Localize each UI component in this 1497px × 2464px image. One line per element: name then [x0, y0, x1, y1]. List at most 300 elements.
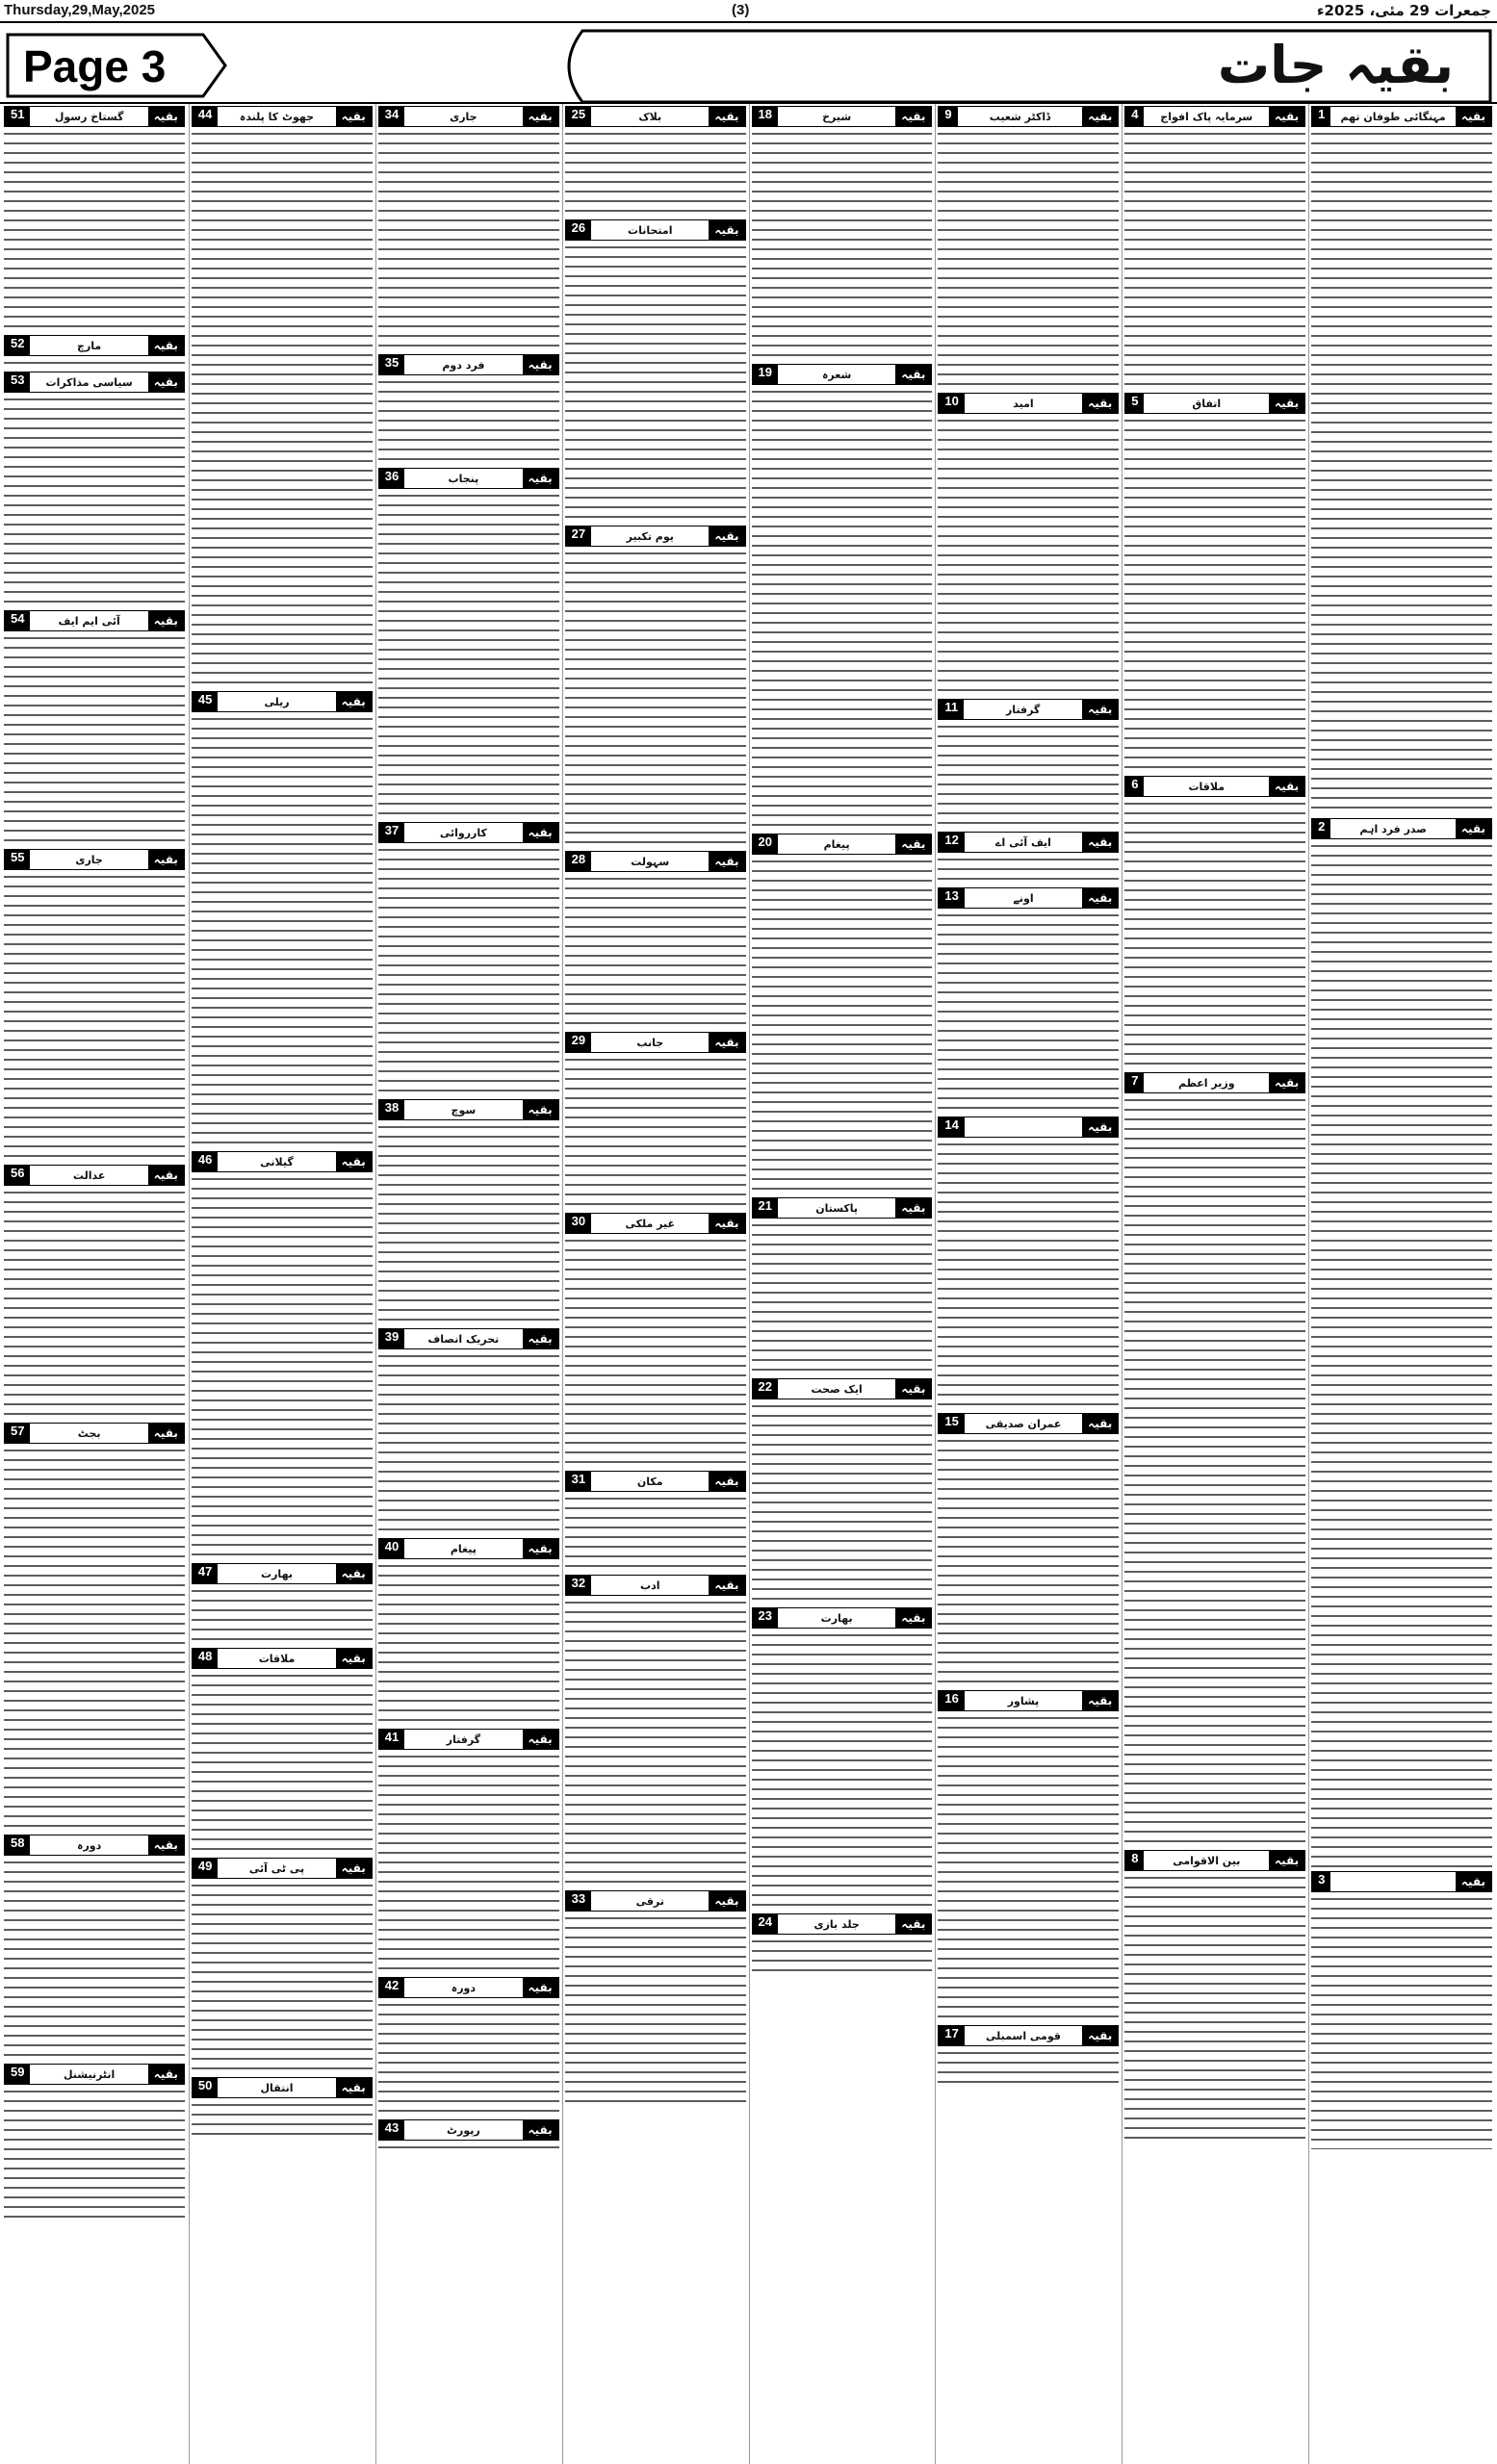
continuation-number: 16 [939, 1691, 964, 1710]
dateline [0, 0, 1497, 21]
continuation-title: بھارت [820, 1611, 853, 1625]
article-text-block [192, 1671, 373, 1854]
continuation-title: گرفتار [446, 1732, 481, 1746]
article-text-block [565, 549, 746, 847]
article-text-block [192, 1881, 373, 2073]
continuation-header [4, 335, 185, 356]
continuation-item [565, 526, 746, 847]
continuation-title: پیغام [823, 837, 850, 851]
continuation-number: 52 [5, 336, 30, 355]
continuation-item [378, 106, 559, 350]
article-text-block [4, 395, 185, 606]
continuation-number: 7 [1125, 1073, 1144, 1092]
continuation-header [938, 699, 1119, 720]
continuation-header [1124, 776, 1305, 797]
continuation-item [938, 1690, 1119, 2021]
continuation-header [378, 1099, 559, 1120]
article-text-block [565, 129, 746, 216]
continuation-title: جھوٹ کا پلندہ [239, 110, 315, 123]
continuation-item [1124, 776, 1305, 1068]
article-text-block [378, 845, 559, 1095]
continuation-number: 34 [379, 107, 404, 126]
continuation-header [1311, 1871, 1492, 1892]
continuation-item [378, 1729, 559, 1973]
continuation-number: 18 [753, 107, 778, 126]
article-text-block [565, 1236, 746, 1467]
continuation-title: قومی اسمبلی [986, 2029, 1061, 2042]
continuation-number: 10 [939, 394, 964, 413]
continuation-title: کارروائی [439, 826, 487, 839]
continuation-title: گستاخ رسول [54, 110, 124, 123]
continuation-header [4, 1423, 185, 1444]
article-text-block [938, 911, 1119, 1113]
continuation-tag: بقیہ [148, 336, 184, 355]
continuation-number: 19 [753, 365, 778, 384]
continuation-number: 13 [939, 888, 964, 908]
article-text-block [938, 855, 1119, 884]
continuation-item [378, 468, 559, 818]
continuation-item [378, 2119, 559, 2152]
continuation-header [752, 364, 933, 385]
continuation-header [4, 1165, 185, 1186]
continuation-number: 8 [1125, 1851, 1144, 1870]
continuation-title: بجٹ [77, 1426, 101, 1440]
continuation-item [565, 1471, 746, 1571]
article-text-block [4, 358, 185, 368]
continuation-tag: بقیہ [336, 1859, 372, 1878]
continuation-header [752, 1913, 933, 1935]
continuation-tag: بقیہ [336, 107, 372, 126]
continuation-number: 31 [566, 1472, 591, 1491]
continuation-tag: بقیہ [1269, 777, 1304, 796]
continuation-tag: بقیہ [336, 1152, 372, 1171]
continuation-item [752, 1197, 933, 1374]
continuation-item [565, 106, 746, 216]
continuation-tag: بقیہ [709, 1033, 744, 1052]
continuation-item [1124, 1072, 1305, 1846]
continuation-number: 15 [939, 1414, 964, 1433]
continuation-item [752, 1913, 933, 1975]
article-text-block [938, 416, 1119, 695]
continuation-title: شعرہ [821, 368, 852, 381]
continuation-number: 5 [1125, 394, 1144, 413]
continuation-item [752, 834, 933, 1194]
continuation-number: 32 [566, 1576, 591, 1595]
continuation-item [938, 887, 1119, 1113]
continuation-number: 4 [1125, 107, 1144, 126]
continuation-title: غیر ملکی [625, 1217, 676, 1230]
continuation-number: 35 [379, 355, 404, 374]
continuation-item [565, 1213, 746, 1467]
continuation-tag: بقیہ [895, 1914, 931, 1934]
urdu-date: جمعرات 29 مئی، 2025ء [1316, 2, 1491, 19]
continuation-tag: بقیہ [1082, 394, 1118, 413]
continuation-tag: بقیہ [1082, 107, 1118, 126]
continuation-number: 46 [193, 1152, 218, 1171]
continuation-number: 22 [753, 1379, 778, 1399]
continuation-header [938, 887, 1119, 909]
continuation-item [565, 219, 746, 522]
article-text-block [378, 1752, 559, 1973]
continuation-number: 54 [5, 611, 30, 630]
continuation-item [378, 354, 559, 464]
continuation-item [4, 849, 185, 1161]
continuation-title: پشاور [1007, 1694, 1040, 1707]
continuation-tag: بقیہ [523, 823, 558, 842]
continuation-number: 25 [566, 107, 591, 126]
continuation-item [192, 2077, 373, 2139]
continuation-number: 23 [753, 1608, 778, 1628]
article-text-block [378, 2143, 559, 2152]
continuation-number: 51 [5, 107, 30, 126]
article-text-block [378, 129, 559, 350]
continuation-header [752, 834, 933, 855]
continuation-header [752, 1607, 933, 1629]
continuation-tag: بقیہ [523, 1978, 558, 1997]
continuation-title: انتقال [260, 2081, 294, 2094]
continuation-number: 29 [566, 1033, 591, 1052]
continuation-number: 58 [5, 1835, 30, 1855]
article-text-block [565, 1494, 746, 1571]
continuation-title: ایف آئی اے [995, 835, 1051, 849]
continuation-title: اتفاق [1192, 397, 1222, 410]
article-text-block [565, 1598, 746, 1886]
continuation-number: 38 [379, 1100, 404, 1119]
continuation-header [4, 2064, 185, 2085]
continuation-tag: بقیہ [1456, 107, 1491, 126]
continuation-number: 49 [193, 1859, 218, 1878]
continuation-title: سوچ [451, 1103, 477, 1116]
continuation-title: ایک صحت [811, 1382, 863, 1396]
continuation-item [565, 851, 746, 1028]
continuation-number: 44 [193, 107, 218, 126]
article-text-block [4, 633, 185, 845]
continuation-title: صدر فرد اہم [1359, 822, 1427, 835]
continuation-item [1311, 106, 1492, 814]
article-text-block [1311, 841, 1492, 1867]
continuation-header [565, 526, 746, 547]
article-text-block [938, 1140, 1119, 1409]
continuation-title: مکان [636, 1475, 663, 1488]
continuation-number: 56 [5, 1166, 30, 1185]
continuation-title: عدالت [72, 1168, 106, 1182]
continuation-number: 20 [753, 834, 778, 854]
page-number: (3) [732, 2, 750, 18]
continuation-title: تحریک انصاف [427, 1332, 500, 1346]
continuation-number: 37 [379, 823, 404, 842]
continuation-title: سہولت [631, 855, 670, 868]
continuation-tag: بقیہ [523, 2120, 558, 2140]
continuation-title: رپورٹ [447, 2123, 480, 2137]
section-title: بقیہ جات [1217, 35, 1454, 95]
continuation-title: پی ٹی آئی [248, 1861, 305, 1875]
continuation-tag: بقیہ [148, 372, 184, 392]
article-text-block [4, 1446, 185, 1831]
continuation-number: 27 [566, 526, 591, 546]
continuation-number: 42 [379, 1978, 404, 1997]
continuation-tag: بقیہ [148, 1424, 184, 1443]
article-text-block [752, 1937, 933, 1975]
continuation-title: ریلی [264, 695, 290, 708]
continuation-item [565, 1032, 746, 1209]
continuation-tag: بقیہ [523, 107, 558, 126]
continuation-tag: بقیہ [1269, 1851, 1304, 1870]
continuation-number: 1 [1312, 107, 1330, 126]
continuation-tag: بقیہ [709, 1214, 744, 1233]
continuation-header [938, 393, 1119, 414]
header-rule [0, 21, 1497, 23]
article-text-block [192, 1586, 373, 1644]
article-text-block [565, 1913, 746, 2106]
continuation-header [565, 1032, 746, 1053]
continuation-title: عمران صدیقی [985, 1417, 1062, 1430]
continuation-tag: بقیہ [148, 1835, 184, 1855]
continuation-header [565, 1213, 746, 1234]
continuation-tag: بقیہ [1082, 888, 1118, 908]
article-text-block [752, 129, 933, 360]
continuation-number: 30 [566, 1214, 591, 1233]
continuation-header [565, 106, 746, 127]
continuation-tag: بقیہ [709, 1891, 744, 1911]
continuation-header [378, 1729, 559, 1750]
page-label: Page 3 [23, 41, 167, 91]
continuation-title: پیغام [450, 1542, 477, 1555]
continuation-header [938, 1690, 1119, 1711]
continuation-title: امتحانات [628, 223, 673, 237]
continuation-item [378, 1099, 559, 1324]
continuation-title: سیاسی مذاکرات [45, 375, 133, 389]
continuation-header [192, 106, 373, 127]
continuation-number: 9 [939, 107, 957, 126]
article-text-block [1124, 129, 1305, 389]
continuation-item [4, 1423, 185, 1831]
continuation-tag: بقیہ [895, 1379, 931, 1399]
continuation-header [938, 2025, 1119, 2046]
continuation-item [938, 1413, 1119, 1686]
continuation-tag: بقیہ [523, 1329, 558, 1348]
article-text-block [4, 129, 185, 331]
continuation-header [378, 468, 559, 489]
continuation-header [192, 1648, 373, 1669]
continuation-item [4, 335, 185, 368]
continuation-header [938, 1413, 1119, 1434]
continuation-header [1124, 106, 1305, 127]
continuation-tag: بقیہ [336, 692, 372, 711]
continuation-title: شیرخ [822, 110, 852, 123]
continuation-item [4, 1165, 185, 1419]
continuation-item [192, 1648, 373, 1854]
continuation-item [1124, 106, 1305, 389]
continuation-item [938, 1116, 1119, 1409]
continuation-title: مارچ [77, 339, 102, 352]
continuation-title: اونے [1013, 891, 1034, 905]
continuation-number: 11 [939, 700, 964, 719]
article-text-block [1311, 129, 1492, 814]
continuation-item [4, 1835, 185, 2060]
continuation-tag: بقیہ [523, 1100, 558, 1119]
page-tag [6, 33, 229, 98]
continuation-tag: بقیہ [709, 1576, 744, 1595]
continuation-title: امید [1013, 397, 1034, 410]
article-text-block [752, 1401, 933, 1604]
continuation-header [752, 106, 933, 127]
continuation-item [1311, 1871, 1492, 2149]
continuation-title: جانب [636, 1036, 664, 1049]
continuation-tag: بقیہ [709, 1472, 744, 1491]
continuation-header [565, 851, 746, 872]
continuation-header [378, 354, 559, 375]
continuation-number: 3 [1312, 1872, 1330, 1891]
news-column [749, 104, 935, 2464]
continuation-title: آئی ایم ایف [58, 614, 120, 628]
continuation-header [1124, 1072, 1305, 1093]
continuation-header [752, 1378, 933, 1399]
continuation-header [4, 849, 185, 870]
continuation-number: 41 [379, 1730, 404, 1749]
continuation-number: 53 [5, 372, 30, 392]
continuation-title: جلد بازی [813, 1917, 860, 1931]
continuation-tag: بقیہ [1082, 700, 1118, 719]
continuation-title: بلاک [638, 110, 662, 123]
continuation-header [565, 1890, 746, 1912]
continuation-tag: بقیہ [336, 1649, 372, 1668]
article-text-block [752, 1220, 933, 1374]
continuation-title: دورہ [77, 1838, 102, 1852]
continuation-header [378, 822, 559, 843]
continuation-item [752, 1607, 933, 1910]
continuation-header [1311, 106, 1492, 127]
continuation-item [752, 106, 933, 360]
continuation-item [565, 1890, 746, 2106]
article-text-block [565, 243, 746, 522]
continuation-number: 50 [193, 2078, 218, 2097]
continuation-header [938, 832, 1119, 853]
article-text-block [378, 377, 559, 464]
continuation-tag: بقیہ [523, 1730, 558, 1749]
continuation-tag: بقیہ [709, 107, 744, 126]
news-column [189, 104, 374, 2464]
continuation-tag: بقیہ [336, 2078, 372, 2097]
continuation-tag: بقیہ [709, 852, 744, 871]
continuation-tag: بقیہ [895, 365, 931, 384]
news-column [1308, 104, 1494, 2464]
continuation-header [565, 219, 746, 241]
continuation-header [4, 610, 185, 631]
continuation-title: ملاقات [1188, 780, 1226, 793]
continuation-number: 45 [193, 692, 218, 711]
continuation-tag: بقیہ [336, 1564, 372, 1583]
article-text-block [565, 874, 746, 1028]
article-text-block [378, 1561, 559, 1725]
continuation-tag: بقیہ [1456, 819, 1491, 838]
continuation-header [192, 1151, 373, 1172]
continuation-tag: بقیہ [1456, 1872, 1491, 1891]
continuation-tag: بقیہ [1269, 107, 1304, 126]
continuation-number: 59 [5, 2065, 30, 2084]
article-text-block [938, 129, 1119, 389]
continuation-tag: بقیہ [148, 850, 184, 869]
article-text-block [4, 1858, 185, 2060]
continuation-title: فرد دوم [442, 358, 485, 372]
news-column [375, 104, 561, 2464]
continuation-title: بھارت [261, 1567, 293, 1580]
article-text-block [1124, 1095, 1305, 1846]
continuation-tag: بقیہ [1082, 2026, 1118, 2045]
continuation-item [1124, 393, 1305, 772]
continuation-tag: بقیہ [148, 1166, 184, 1185]
continuation-tag: بقیہ [895, 1608, 931, 1628]
continuation-number: 40 [379, 1539, 404, 1558]
continuation-number: 2 [1312, 819, 1330, 838]
article-text-block [192, 714, 373, 1147]
continuation-item [4, 2064, 185, 2221]
continuation-header [1311, 818, 1492, 839]
article-text-block [1124, 1873, 1305, 2143]
continuation-item [192, 1858, 373, 2073]
section-banner [554, 29, 1492, 104]
continuation-item [4, 610, 185, 845]
continuation-number: 28 [566, 852, 591, 871]
article-text-block [378, 1351, 559, 1534]
continuation-item [565, 1575, 746, 1886]
continuation-number: 36 [379, 469, 404, 488]
continuation-header [1124, 393, 1305, 414]
article-text-block [1124, 799, 1305, 1068]
continuation-tag: بقیہ [523, 469, 558, 488]
article-text-block [938, 2048, 1119, 2087]
continuation-item [378, 822, 559, 1095]
continuation-item [378, 1977, 559, 2116]
continuation-title: دورہ [451, 1981, 477, 1994]
article-text-block [192, 129, 373, 687]
continuation-tag: بقیہ [709, 220, 744, 240]
continuation-tag: بقیہ [895, 834, 931, 854]
continuation-header [192, 1858, 373, 1879]
article-text-block [938, 1713, 1119, 2021]
continuation-item [752, 364, 933, 830]
continuation-tag: بقیہ [523, 355, 558, 374]
article-text-block [378, 2000, 559, 2116]
continuation-title: سرمایہ پاک افواج [1160, 110, 1253, 123]
article-text-block [752, 387, 933, 830]
continuation-number: 39 [379, 1329, 404, 1348]
continuation-tag: بقیہ [709, 526, 744, 546]
continuation-tag: بقیہ [148, 611, 184, 630]
continuation-item [752, 1378, 933, 1604]
continuation-title: جاری [75, 853, 103, 866]
continuation-title: بین الاقوامی [1173, 1854, 1241, 1867]
continuation-header [4, 106, 185, 127]
continuation-tag: بقیہ [895, 107, 931, 126]
news-column [562, 104, 748, 2464]
continuation-tag: بقیہ [1082, 1117, 1118, 1137]
continuation-header [565, 1471, 746, 1492]
continuation-header [192, 1563, 373, 1584]
continuation-number: 48 [193, 1649, 218, 1668]
continuation-header [378, 106, 559, 127]
continuation-item [938, 2025, 1119, 2087]
continuation-number: 26 [566, 220, 591, 240]
continuation-header [378, 1328, 559, 1349]
continuation-title: ادب [640, 1578, 660, 1592]
continuation-item [192, 691, 373, 1147]
continuation-title: مہنگائی طوفان تھم [1340, 110, 1446, 123]
continuation-item [4, 106, 185, 331]
continuation-item [4, 372, 185, 606]
continuation-number: 43 [379, 2120, 404, 2140]
continuation-tag: بقیہ [1082, 833, 1118, 852]
article-text-block [4, 1188, 185, 1419]
